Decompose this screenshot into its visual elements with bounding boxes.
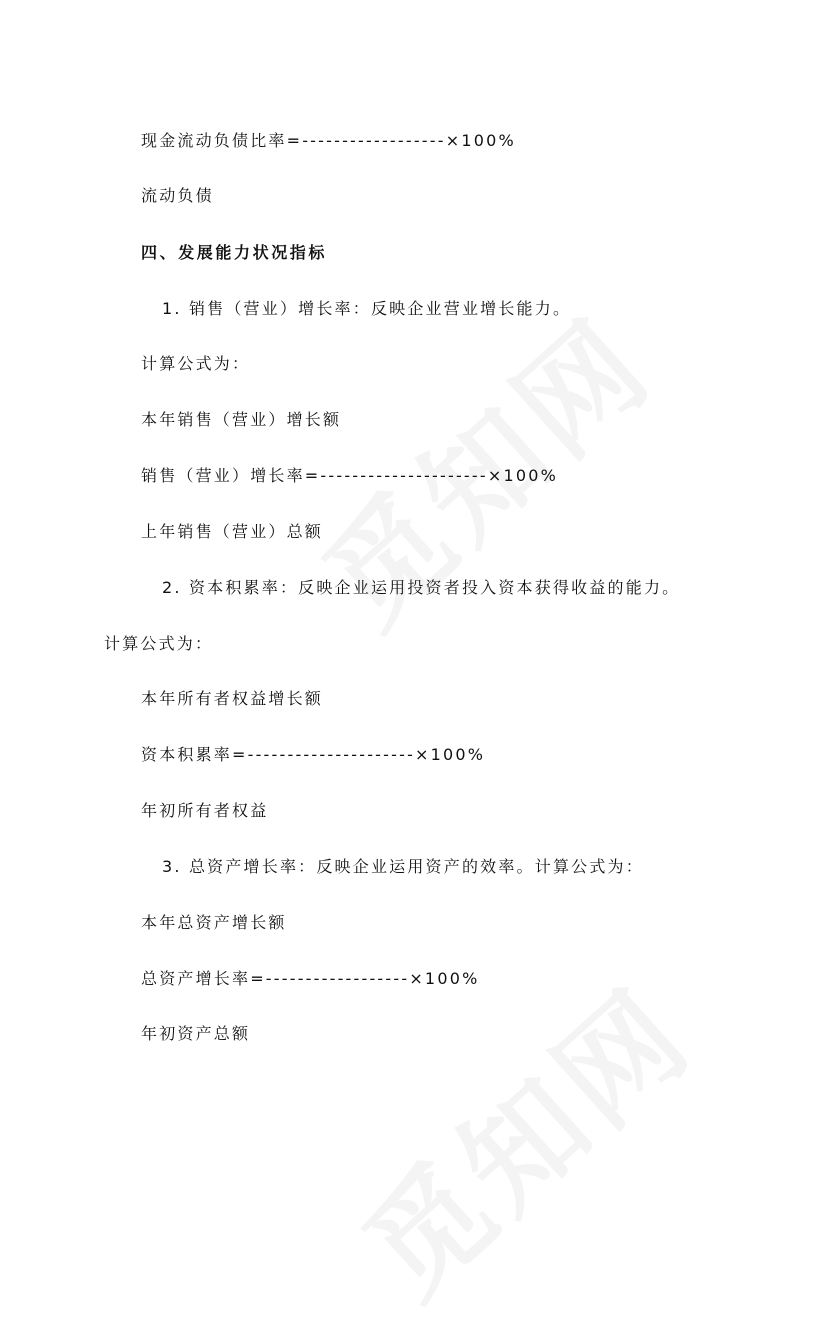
section-heading: 四、发展能力状况指标 — [141, 243, 328, 262]
watermark — [322, 944, 722, 1328]
denominator-current-liabilities: 流动负债 — [141, 186, 214, 205]
formula-capital-accumulation: 资本积累率=---------------------×100% — [141, 745, 486, 764]
formula-total-asset-growth: 总资产增长率=------------------×100% — [141, 969, 480, 988]
item-capital-accumulation: 2. 资本积累率：反映企业运用投资者投入资本获得收益的能力。 — [162, 578, 681, 597]
denominator-opening-assets: 年初资产总额 — [141, 1024, 251, 1043]
item-total-asset-growth: 3. 总资产增长率：反映企业运用资产的效率。计算公式为： — [162, 857, 644, 876]
numerator-asset-growth: 本年总资产增长额 — [141, 913, 287, 932]
denominator-prior-sales: 上年销售（营业）总额 — [141, 522, 324, 541]
formula-sales-growth: 销售（营业）增长率=---------------------×100% — [141, 466, 558, 485]
formula-cash-ratio: 现金流动负债比率=------------------×100% — [141, 131, 516, 150]
numerator-equity-growth: 本年所有者权益增长额 — [141, 689, 324, 708]
numerator-sales-growth: 本年销售（营业）增长额 — [141, 410, 342, 429]
formula-intro: 计算公式为： — [141, 354, 251, 373]
denominator-opening-equity: 年初所有者权益 — [141, 801, 269, 820]
item-sales-growth: 1. 销售（营业）增长率：反映企业营业增长能力。 — [162, 299, 572, 318]
formula-intro: 计算公式为： — [104, 634, 214, 653]
